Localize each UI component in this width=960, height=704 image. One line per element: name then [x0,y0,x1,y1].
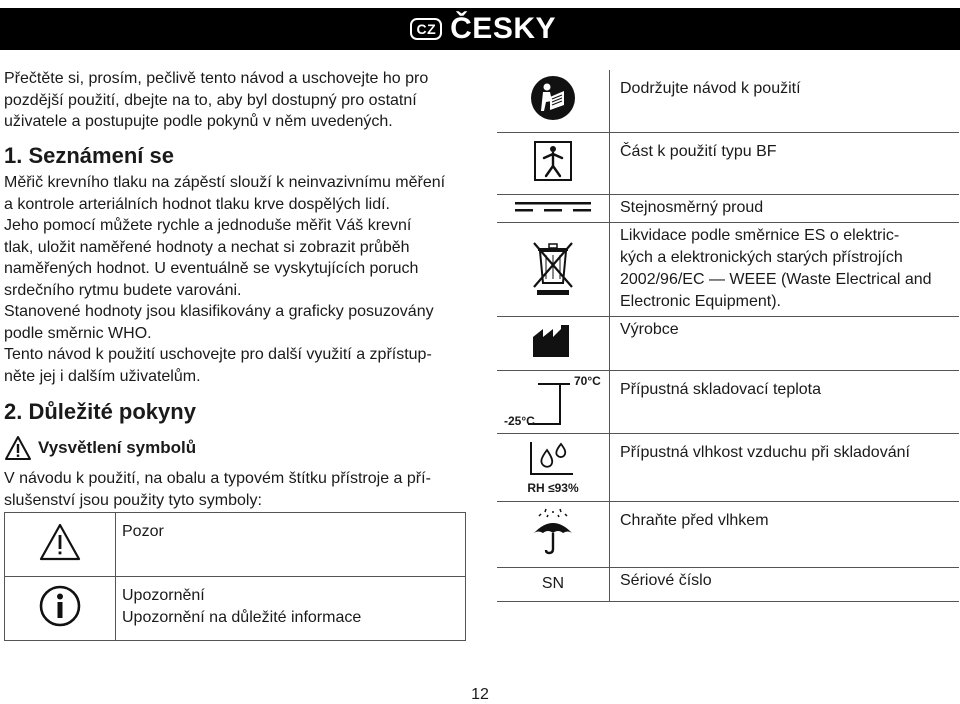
description-line: Electronic Equipment). [620,292,781,310]
language-code-badge: CZ [410,18,442,40]
intro-paragraph [4,68,428,133]
intro-line: Přečtěte si, prosím, pečlivě tento návod a uschovejte ho pro [4,70,429,87]
symbols-subheading [4,435,196,461]
symbol-cell [497,132,610,194]
symbol-cell [5,577,116,641]
symbol-description [116,513,466,577]
description-line: Dodržujte návod k použití [620,80,801,97]
symbol-description [610,222,960,316]
symbol-description [610,194,960,222]
description-line: Stejnosměrný proud [620,198,764,216]
temp-high-label: 70°C [574,373,601,388]
body-line: slušenství jsou použity tyto symboly: [4,491,262,509]
description-line: Sériové číslo [620,571,712,589]
intro-line: pozdější použití, dbejte na to, aby byl dostupný pro ostatní [4,91,417,109]
symbol-description [610,316,960,370]
symbol-description [610,132,960,194]
section-2-body [4,468,431,511]
read-manual-icon [530,75,576,121]
symbol-cell [5,513,116,577]
serial-number-label: SN [541,575,565,592]
body-line: tlak, uložit naměřené hodnoty a nechat si zobrazit průběh [4,238,410,256]
symbol-description [610,370,960,433]
warning-triangle-icon [38,522,82,562]
symbol-cell [497,316,610,370]
humidity-limit-icon [523,438,583,495]
table-row [497,222,959,316]
symbol-description [610,567,960,601]
description-line: Likvidace podle směrnice ES o elektric- [620,226,900,244]
body-line: Měřič krevního tlaku na zápěstí slouží k neinvazivnímu měření [4,174,446,191]
symbol-description [610,433,960,501]
description-line: Přípustná vlhkost vzduchu při skladování [620,443,910,461]
symbols-subheading-label: Vysvětlení symbolů [38,438,197,457]
direct-current-icon [513,199,593,213]
table-row [5,513,466,577]
table-row [497,194,959,222]
rh-label: RH ≤93% [527,480,579,495]
weee-bin-icon [530,237,576,297]
keep-dry-icon [530,507,576,557]
page-number: 12 [471,686,489,703]
temp-low-label: -25°C [504,413,535,428]
section-1-body [4,172,445,387]
table-row [497,433,959,501]
type-bf-icon [533,140,573,182]
symbol-cell [497,501,610,567]
symbol-description [610,70,960,132]
body-line: Tento návod k použití uschovejte pro další využití a zpřístup- [4,346,432,363]
body-line: naměřených hodnot. U eventuálně se vyskytujících poruch [4,260,419,277]
description-line: Výrobce [620,320,679,338]
table-row [497,501,959,567]
body-line: a kontrole arteriálních hodnot tlaku krve dospělých lidí. [4,195,390,213]
description-line: kých a elektronických starých přístrojích [620,248,903,266]
body-line: Jeho pomocí můžete rychle a jednoduše měřit Váš krevní [4,217,412,234]
warning-triangle-icon [4,435,32,461]
body-line: Stanovené hodnoty jsou klasifikovány a graficky posuzovány [4,303,434,320]
description-line: Část k použití typu BF [620,142,777,160]
table-row [497,567,959,601]
symbol-cell [497,194,610,222]
description-line: Pozor [122,523,164,540]
description-line: 2002/96/EC — WEEE (Waste Electrical and [620,270,932,288]
description-line: Upozornění na důležité informace [122,609,362,626]
table-row [5,577,466,641]
description-line: Chraňte před vlhkem [620,511,769,529]
manufacturer-icon [531,323,575,359]
symbol-description [610,501,960,567]
body-line: něte jej i dalším uživatelům. [4,367,201,385]
body-line: srdečního rytmu budete varováni. [4,281,242,299]
table-row [497,370,959,433]
info-icon [38,584,82,628]
symbol-cell [497,370,610,433]
table-row [497,316,959,370]
language-title: ČESKY [450,12,556,45]
body-line: podle směrnic WHO. [4,324,152,342]
symbol-cell [497,222,610,316]
intro-line: uživatele a postupujte podle pokynů v něm uvedených. [4,113,393,130]
temperature-limit-icon [498,372,608,432]
left-symbols-table [4,512,466,641]
symbol-cell [497,567,610,601]
symbol-cell [497,433,610,501]
section-1-heading: 1. Seznámení se [4,143,174,168]
section-2-heading: 2. Důležité pokyny [4,399,196,424]
body-line: V návodu k použití, na obalu a typovém štítku přístroje a pří- [4,470,431,487]
right-symbols-table [497,70,959,602]
description-line: Upozornění [122,587,205,604]
table-row [497,132,959,194]
symbol-description [116,577,466,641]
table-row [497,70,959,132]
description-line: Přípustná skladovací teplota [620,380,822,398]
symbol-cell [497,70,610,132]
language-header-bar [0,8,960,50]
